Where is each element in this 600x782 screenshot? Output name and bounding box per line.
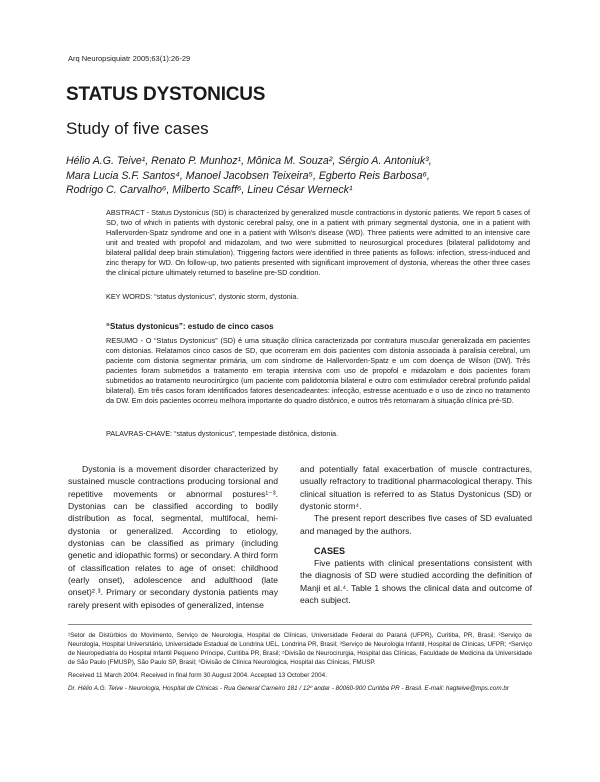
body-paragraph: and potentially fatal exacerbation of muscle contractures, usually refractory to traditional pharmacological therapy. This clinical situation is referred to as Status Dystonicus (SD) or dystonic storm⁴. (300, 464, 532, 512)
footnotes (68, 631, 532, 693)
body-paragraph: Five patients with clinical presentations consistent with the diagnosis of SD were studied according the definition of Manji et al.⁴. Table 1 shows the clinical data and outcome of each subject. (300, 558, 532, 606)
resumo-keywords: PALAVRAS-CHAVE: “status dystonicus”, tempestade distônica, distonia. (106, 429, 339, 438)
body-paragraph: Dystonia is a movement disorder characterized by sustained muscle contractions producing torsional and repetitive movements or abnormal postures¹⁻³. Dystonias can be classified according to bodily distribution as focal, segmental, multifocal, hemi-dystonia or generalized. According to etiology, dystonias can be classified as primary (including genetic and idiopathic forms) or secondary. A third form of classification relates to age of onset: childhood (early onset), adolescence and adulthood (late onset)²˒³. Primary or secondary dystonia patients may rarely present with episodes of generalized, intense (68, 464, 278, 610)
footnote-divider (68, 624, 532, 625)
section-heading-cases: CASES (314, 546, 346, 557)
body-paragraph: The present report describes five cases of SD evaluated and managed by the authors. (300, 513, 532, 536)
author-line: Hélio A.G. Teive¹, Renato P. Munhoz¹, Mônica M. Souza², Sérgio A. Antoniuk³, (66, 155, 432, 167)
received-dates: Received 11 March 2004. Received in final form 30 August 2004. Accepted 13 October 2004. (68, 672, 327, 679)
body-column-right (300, 463, 532, 606)
author-line: Rodrigo C. Carvalho⁶, Milberto Scaff⁶, Lineu César Werneck¹ (66, 184, 353, 196)
journal-citation: Arq Neuropsiquiatr 2005;63(1):26-29 (68, 54, 191, 63)
author-list (66, 154, 536, 198)
resumo-text: RESUMO - O “Status Dystonicus” (SD) é uma situação clínica caracterizada por contratura muscular generalizada em pacientes com distonias. Relatamos cinco casos de SD, que ocorreram em dois pacientes com distonia associada à paralisia cerebral, um paciente com distonia segmentar primária, um com síndrome de Hallervorden-Spatz e um com doença de Wilson (DW). Três pacientes foram submetidos a tratamento em terapia intensiva com uso de propofol e midazolam e dois pacientes foram submetidos ao tratamento neurocirúrgico (um paciente com palidotomia bilateral e outro com estimulador cerebral profundo palidal bilateral). Em três casos foram identificados fatores desencadeantes: infecção, estresse acentuado e o uso de zinco no tratamento da DW. Em dois pacientes ocorreu melhora importante do quadro distônico, e outros três retornaram à situação clínica pré-SD. (106, 336, 530, 405)
article-subtitle: Study of five cases (66, 119, 209, 138)
author-line: Mara Lucia S.F. Santos⁴, Manoel Jacobsen Teixeira⁵, Egberto Reis Barbosa⁶, (66, 169, 430, 182)
article-title: STATUS DYSTONICUS (66, 84, 266, 105)
affiliations: ¹Setor de Distúrbios do Movimento, Serviço de Neurologia, Hospital de Clínicas, Universidade Federal do Paraná (UFPR), Curitiba, PR, Brasil; ²Serviço de Neurologia, Hospital Universitário, Universidade Estadual de Londrina UEL, Londrina PR, Brasil; ³Serviço de Neurologia Infantil, Hospital de Clínicas, UFPR; ⁴Serviço de Neuropediatria do Hospital Infantil Pequeno Príncipe, Curitiba PR, Brasil; ⁵Divisão de Neurocirurgia, Hospital das Clínicas, Faculdade de Medicina da Universidade de São Paulo (FMUSP), São Paulo SP, Brasil; ⁶Divisão de Clínica Neurológica, Hospital das Clínicas, FMUSP. (68, 632, 532, 666)
abstract (106, 208, 530, 278)
correspondence: Dr. Hélio A.G. Teive - Neurologia, Hospital de Clínicas - Rua General Carneiro 181 / 12º andar - 80060-900 Curitiba PR - Brasil. E-mail: hagteive@mps.com.br (68, 685, 509, 692)
resumo-title: “Status dystonicus”: estudo de cinco casos (106, 322, 274, 331)
resumo (106, 336, 530, 406)
body-column-left (68, 463, 278, 611)
abstract-keywords: KEY WORDS: “status dystonicus”, dystonic storm, dystonia. (106, 292, 299, 301)
abstract-text: ABSTRACT - Status Dystonicus (SD) is characterized by generalized muscle contractions in dystonic patients. We report 5 cases of SD, two of which in patients with dystonic cerebral palsy, one in a patient with primary segmental dystonia, one in a patient with Hallervorden-Spatz syndrome and one in a patient with Wilson's disease (WD). Three patients were admitted to an intensive care unit and treated with propofol and midazolam, and two were submitted to neurosurgical procedures (bilateral pallidotomy and bilateral pallidal deep brain stimulation). Triggering factors were identified in three patients as follows: infection, stress-induced and zinc therapy for WD. On follow-up, two patients presented with significant improvement of dystonia, whereas the other three cases the clinical picture ultimately returned to baseline pre-SD condition. (106, 208, 530, 277)
